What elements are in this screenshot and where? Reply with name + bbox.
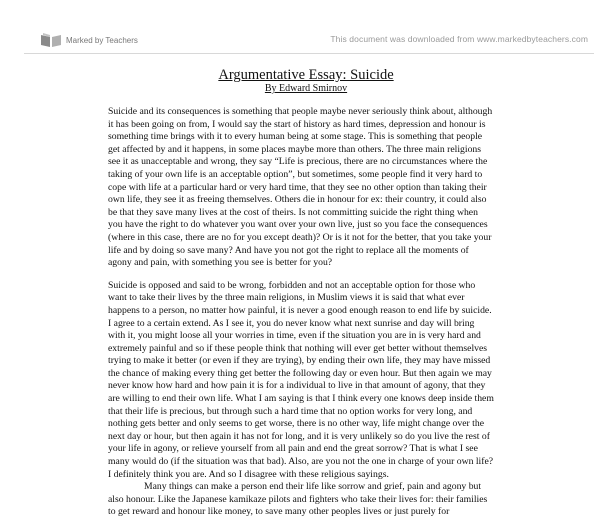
- open-book-icon: [40, 32, 62, 48]
- paragraph: Many things can make a person end their life like sorrow and grief, pain and agony but also honour. Like the Japanese kamikaze pilots and fighters who take their lives for: their families to get reward and honour like money, to save many other peoples lives or just purely for: [108, 481, 488, 518]
- essay-title: Argumentative Essay: Suicide: [218, 67, 394, 83]
- marked-by-teachers-logo[interactable]: [40, 31, 138, 49]
- essay-author: By Edward Smirnov: [264, 83, 348, 94]
- header-divider: [24, 53, 594, 54]
- paragraph: Suicide and its consequences is something that people maybe never seriously think about, although it has been going on from, I would say the start of history as hard times, depression and honour is something time brings with it to every human being at some stage. This is something that people get affected by and it happens, in some places maybe more than others. The three main religions see it as unacceptable and wrong, they say “Life is precious, there are no circumstances where the taking of your own life is an acceptable option”, but sometimes, some people find it very hard to cope with life at a particular hard or very hard time, that they see no other option than taking their own life, they see it as freeing themselves. Others die in honour for ex: their country, it could also be that they save many lives at the cost of theirs. Is not committing suicide the right thing when you have the right to do whatever you want over your own live, just so you face the consequences (where in this case, there are no for you except death)? Or is it not for the better, that you take your life and by doing so save many? And have you not got the right to replace all the moments of agony and pain, with something you see is better for you?: [108, 106, 493, 269]
- paragraph: Suicide is opposed and said to be wrong, forbidden and not an acceptable option for those who want to take their lives by the three main religions, in Muslim views it is said that what ever happens to a person, no matter how painful, it is never a good enough reason to end life by suicide. I agree to a certain extend. As I see it, you do never know what next sunrise and day will bring with it, you might loose all your worries in time, even if the situation you are in is very hard and extremely painful and so if these people think that nothing will ever get better without themselves trying to make it better (or even if they are trying), by ending their own life, they may have missed the chance of making every thing get better the following day or even hour. But then again we may never know how hard and how pain it is for a individual to live in that amount of agony, that they are willing to end their own life. What I am saying is that I think every one knows deep inside them that their life is precious, but through such a hard time that no option works for very long, and nothing gets better and only seems to get worse, there is no other way, life might change over the next day or hour, but then again it has not for long, and it is very unlikely so do you live the rest of your life in agony, or relieve yourself from all pain and end the great sorrow? That is what I see many would do (if the situation was that bad). Also, are you not the one in charge of your own life? I definitely think you are. And so I disagree with these religious sayings.: [108, 279, 494, 480]
- page-header: [0, 0, 612, 60]
- brand-name: Marked by Teachers: [66, 35, 138, 45]
- essay-body: [108, 106, 494, 519]
- download-notice: This document was downloaded from www.markedbyteachers.com: [330, 34, 588, 44]
